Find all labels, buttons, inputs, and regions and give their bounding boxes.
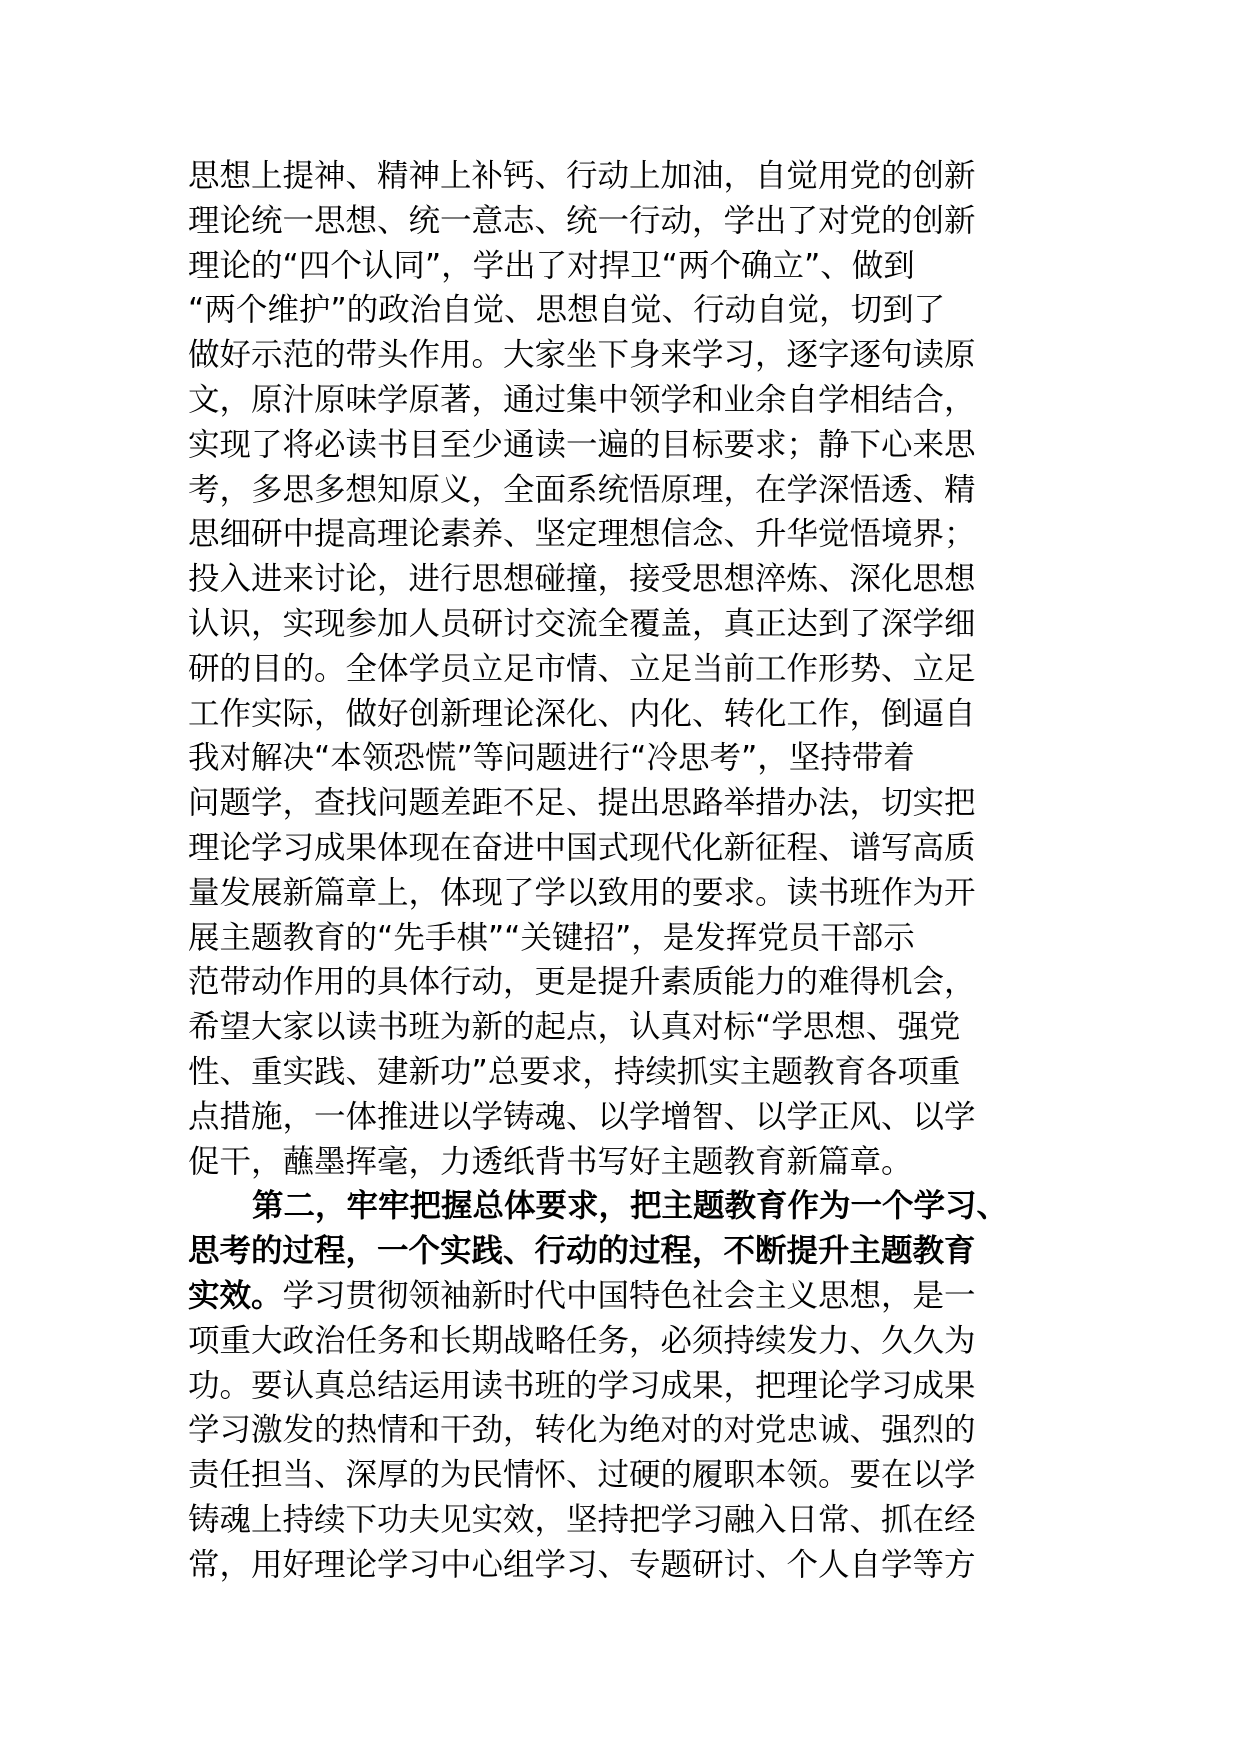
text-line bbox=[188, 288, 1066, 333]
bold-heading-text: 实效。 bbox=[188, 1277, 283, 1314]
body-text: 范带动作用的具体行动，更是提升素质能力的难得机会， bbox=[188, 964, 976, 1001]
body-text: 项重大政治任务和长期战略任务，必须持续发力、久久为 bbox=[188, 1322, 976, 1359]
body-text: 促干，蘸墨挥毫，力透纸背书写好主题教育新篇章。 bbox=[188, 1143, 913, 1180]
text-line bbox=[188, 692, 1066, 737]
body-text: 考，多思多想知原义，全面系统悟原理，在学深悟透、精 bbox=[188, 471, 976, 508]
body-text: 思想上提神、精神上补钙、行动上加油，自觉用党的创新 bbox=[188, 158, 976, 194]
text-line bbox=[188, 826, 1066, 871]
text-line bbox=[188, 1005, 1066, 1050]
text-line bbox=[188, 333, 1066, 378]
text-line bbox=[188, 916, 1066, 961]
text-line bbox=[188, 1229, 1066, 1274]
body-text: 研的目的。全体学员立足市情、立足当前工作形势、立足 bbox=[188, 650, 976, 687]
body-text: 理论学习成果体现在奋进中国式现代化新征程、谱写高质 bbox=[188, 829, 976, 866]
text-line bbox=[188, 1050, 1066, 1095]
body-text: 常，用好理论学习中心组学习、专题研讨、个人自学等方 bbox=[188, 1546, 976, 1583]
body-text: 思细研中提高理论素养、坚定理想信念、升华觉悟境界； bbox=[188, 516, 976, 553]
body-text: 希望大家以读书班为新的起点，认真对标“学思想、强党 bbox=[188, 1009, 961, 1046]
text-line bbox=[188, 244, 1066, 289]
text-line bbox=[188, 647, 1066, 692]
body-text: 学习贯彻领袖新时代中国特色社会主义思想，是一 bbox=[282, 1277, 976, 1314]
text-line bbox=[188, 1184, 1066, 1229]
body-text: 做好示范的带头作用。大家坐下身来学习，逐字逐句读原 bbox=[188, 337, 976, 374]
body-text: 量发展新篇章上，体现了学以致用的要求。读书班作为开 bbox=[188, 874, 976, 911]
text-line bbox=[188, 199, 1066, 244]
text-line bbox=[188, 557, 1066, 602]
text-line bbox=[188, 154, 1066, 199]
body-text: 责任担当、深厚的为民情怀、过硬的履职本领。要在以学 bbox=[188, 1457, 976, 1494]
text-line bbox=[188, 1274, 1066, 1319]
text-line bbox=[188, 871, 1066, 916]
body-text: 实现了将必读书目至少通读一遍的目标要求；静下心来思 bbox=[188, 426, 976, 463]
text-line bbox=[188, 781, 1066, 826]
text-line bbox=[188, 512, 1066, 557]
text-line bbox=[188, 736, 1066, 781]
body-text: 文，原汁原味学原著，通过集中领学和业余自学相结合， bbox=[188, 381, 976, 418]
text-line bbox=[188, 423, 1066, 468]
text-line bbox=[188, 468, 1066, 513]
text-line bbox=[188, 602, 1066, 647]
body-text: 理论的“四个认同”，学出了对捍卫“两个确立”、做到 bbox=[188, 247, 915, 284]
body-text: 我对解决“本领恐慌”等问题进行“冷思考”，坚持带着 bbox=[188, 740, 915, 777]
body-text: 铸魂上持续下功夫见实效，坚持把学习融入日常、抓在经 bbox=[188, 1501, 976, 1538]
text-line bbox=[188, 1095, 1066, 1140]
text-line bbox=[188, 378, 1066, 423]
text-line bbox=[188, 1140, 1066, 1185]
body-text: 问题学，查找问题差距不足、提出思路举措办法，切实把 bbox=[188, 785, 976, 822]
text-line bbox=[188, 1364, 1066, 1409]
text-line bbox=[188, 1543, 1066, 1588]
text-line bbox=[188, 1319, 1066, 1364]
text-line bbox=[188, 1408, 1066, 1453]
body-text: “两个维护”的政治自觉、思想自觉、行动自觉，切到了 bbox=[188, 292, 946, 329]
text-line bbox=[188, 1453, 1066, 1498]
body-text: 点措施，一体推进以学铸魂、以学增智、以学正风、以学 bbox=[188, 1098, 976, 1135]
body-text: 功。要认真总结运用读书班的学习成果，把理论学习成果 bbox=[188, 1367, 976, 1404]
text-line bbox=[188, 960, 1066, 1005]
bold-heading-text: 思考的过程，一个实践、行动的过程，不断提升主题教育 bbox=[188, 1233, 976, 1270]
body-text: 性、重实践、建新功”总要求，持续抓实主题教育各项重 bbox=[188, 1053, 961, 1090]
text-line bbox=[188, 1498, 1066, 1543]
document-body bbox=[188, 154, 1066, 1588]
body-text: 展主题教育的“先手棋”“关键招”，是发挥党员干部示 bbox=[188, 919, 915, 956]
body-text: 学习激发的热情和干劲，转化为绝对的对党忠诚、强烈的 bbox=[188, 1412, 976, 1449]
body-text: 投入进来讨论，进行思想碰撞，接受思想淬炼、深化思想 bbox=[188, 561, 976, 598]
body-text: 认识，实现参加人员研讨交流全覆盖，真正达到了深学细 bbox=[188, 605, 976, 642]
bold-heading-text: 第二，牢牢把握总体要求，把主题教育作为一个学习、 bbox=[252, 1188, 1009, 1225]
body-text: 工作实际，做好创新理论深化、内化、转化工作，倒逼自 bbox=[188, 695, 976, 732]
body-text: 理论统一思想、统一意志、统一行动，学出了对党的创新 bbox=[188, 202, 976, 239]
